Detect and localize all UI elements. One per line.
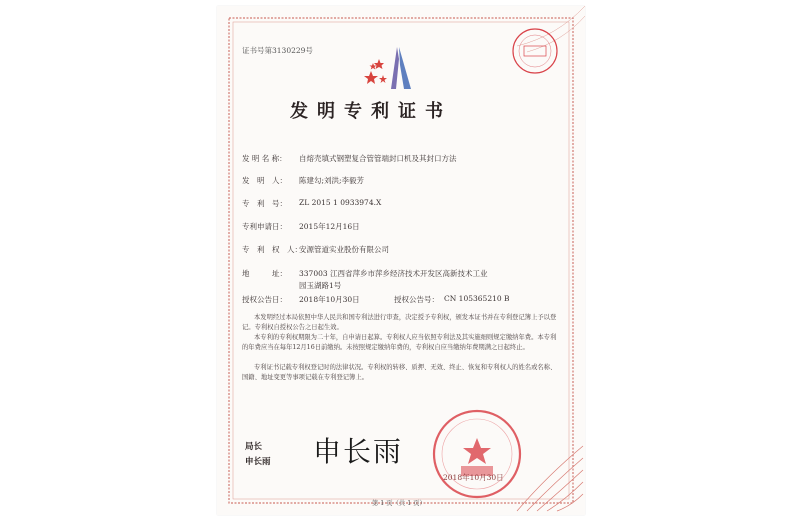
grant-number-label: 授权公告号： [394,295,439,304]
seal-date: 2018年10月30日 [443,473,504,482]
field-value-invention-name: 自熔壳填式钢塑复合管管端封口机及其封口方法 [299,154,457,163]
state-seal-icon [431,408,523,500]
office-seal-top-icon [510,26,560,76]
body-paragraph-2: 本专利的专利权期限为二十年，自申请日起算。专利权人应当依照专利法及其实施细则规定缴纳年费。本专利的年费应当在每年12月16日前缴纳。未按照规定缴纳年费的，专利权自应当缴纳年费期满之日起终止。 [242,334,557,351]
field-value-address-line2: 园玉湖路1号 [299,281,342,290]
grant-date-value: 2018年10月30日 [299,295,360,304]
field-label-patentee: 专 利 权 人： [242,245,302,254]
field-value-patent-number: ZL 2015 1 0933974.X [299,198,382,207]
handwritten-signature: 申长雨 [313,435,404,468]
field-value-patentee: 安源管道实业股份有限公司 [299,245,389,254]
body-paragraph-1: 本发明经过本局依照中华人民共和国专利法进行审查，决定授予专利权，颁发本证书并在专利登记簿上予以登记。专利权自授权公告之日起生效。 [242,314,557,331]
signature-title-name: 申长雨 [245,457,271,467]
field-value-address: 337003 江西省萍乡市萍乡经济技术开发区高新技术工业 [299,269,488,278]
certificate-title: 发明专利证书 [290,101,452,122]
field-value-application-date: 2015年12月16日 [299,222,360,231]
field-label-patent-number: 专 利 号： [242,199,287,208]
grant-date-label: 授权公告日： [242,295,287,304]
patent-certificate [217,6,585,515]
field-label-inventors: 发 明 人： [242,176,287,185]
page-footer: 第 1 页（共 1 页） [372,500,426,507]
certificate-number: 证书号第3130229号 [242,46,313,55]
field-label-invention-name: 发 明 名 称： [242,154,287,163]
body-paragraph-3: 专利证书记载专利权登记时的法律状况。专利权的转移、质押、无效、终止、恢复和专利权人的姓名或名称、国籍、地址变更等事项记载在专利登记簿上。 [242,364,557,381]
grant-number-value: CN 105365210 B [444,294,510,303]
field-value-inventors: 陈建勾;刘洪;李毅芳 [299,176,365,185]
field-label-address: 地 址： [242,269,287,278]
signature-title-director: 局长 [245,442,263,452]
field-label-application-date: 专利申请日： [242,222,287,231]
patent-office-logo-icon [363,45,415,91]
